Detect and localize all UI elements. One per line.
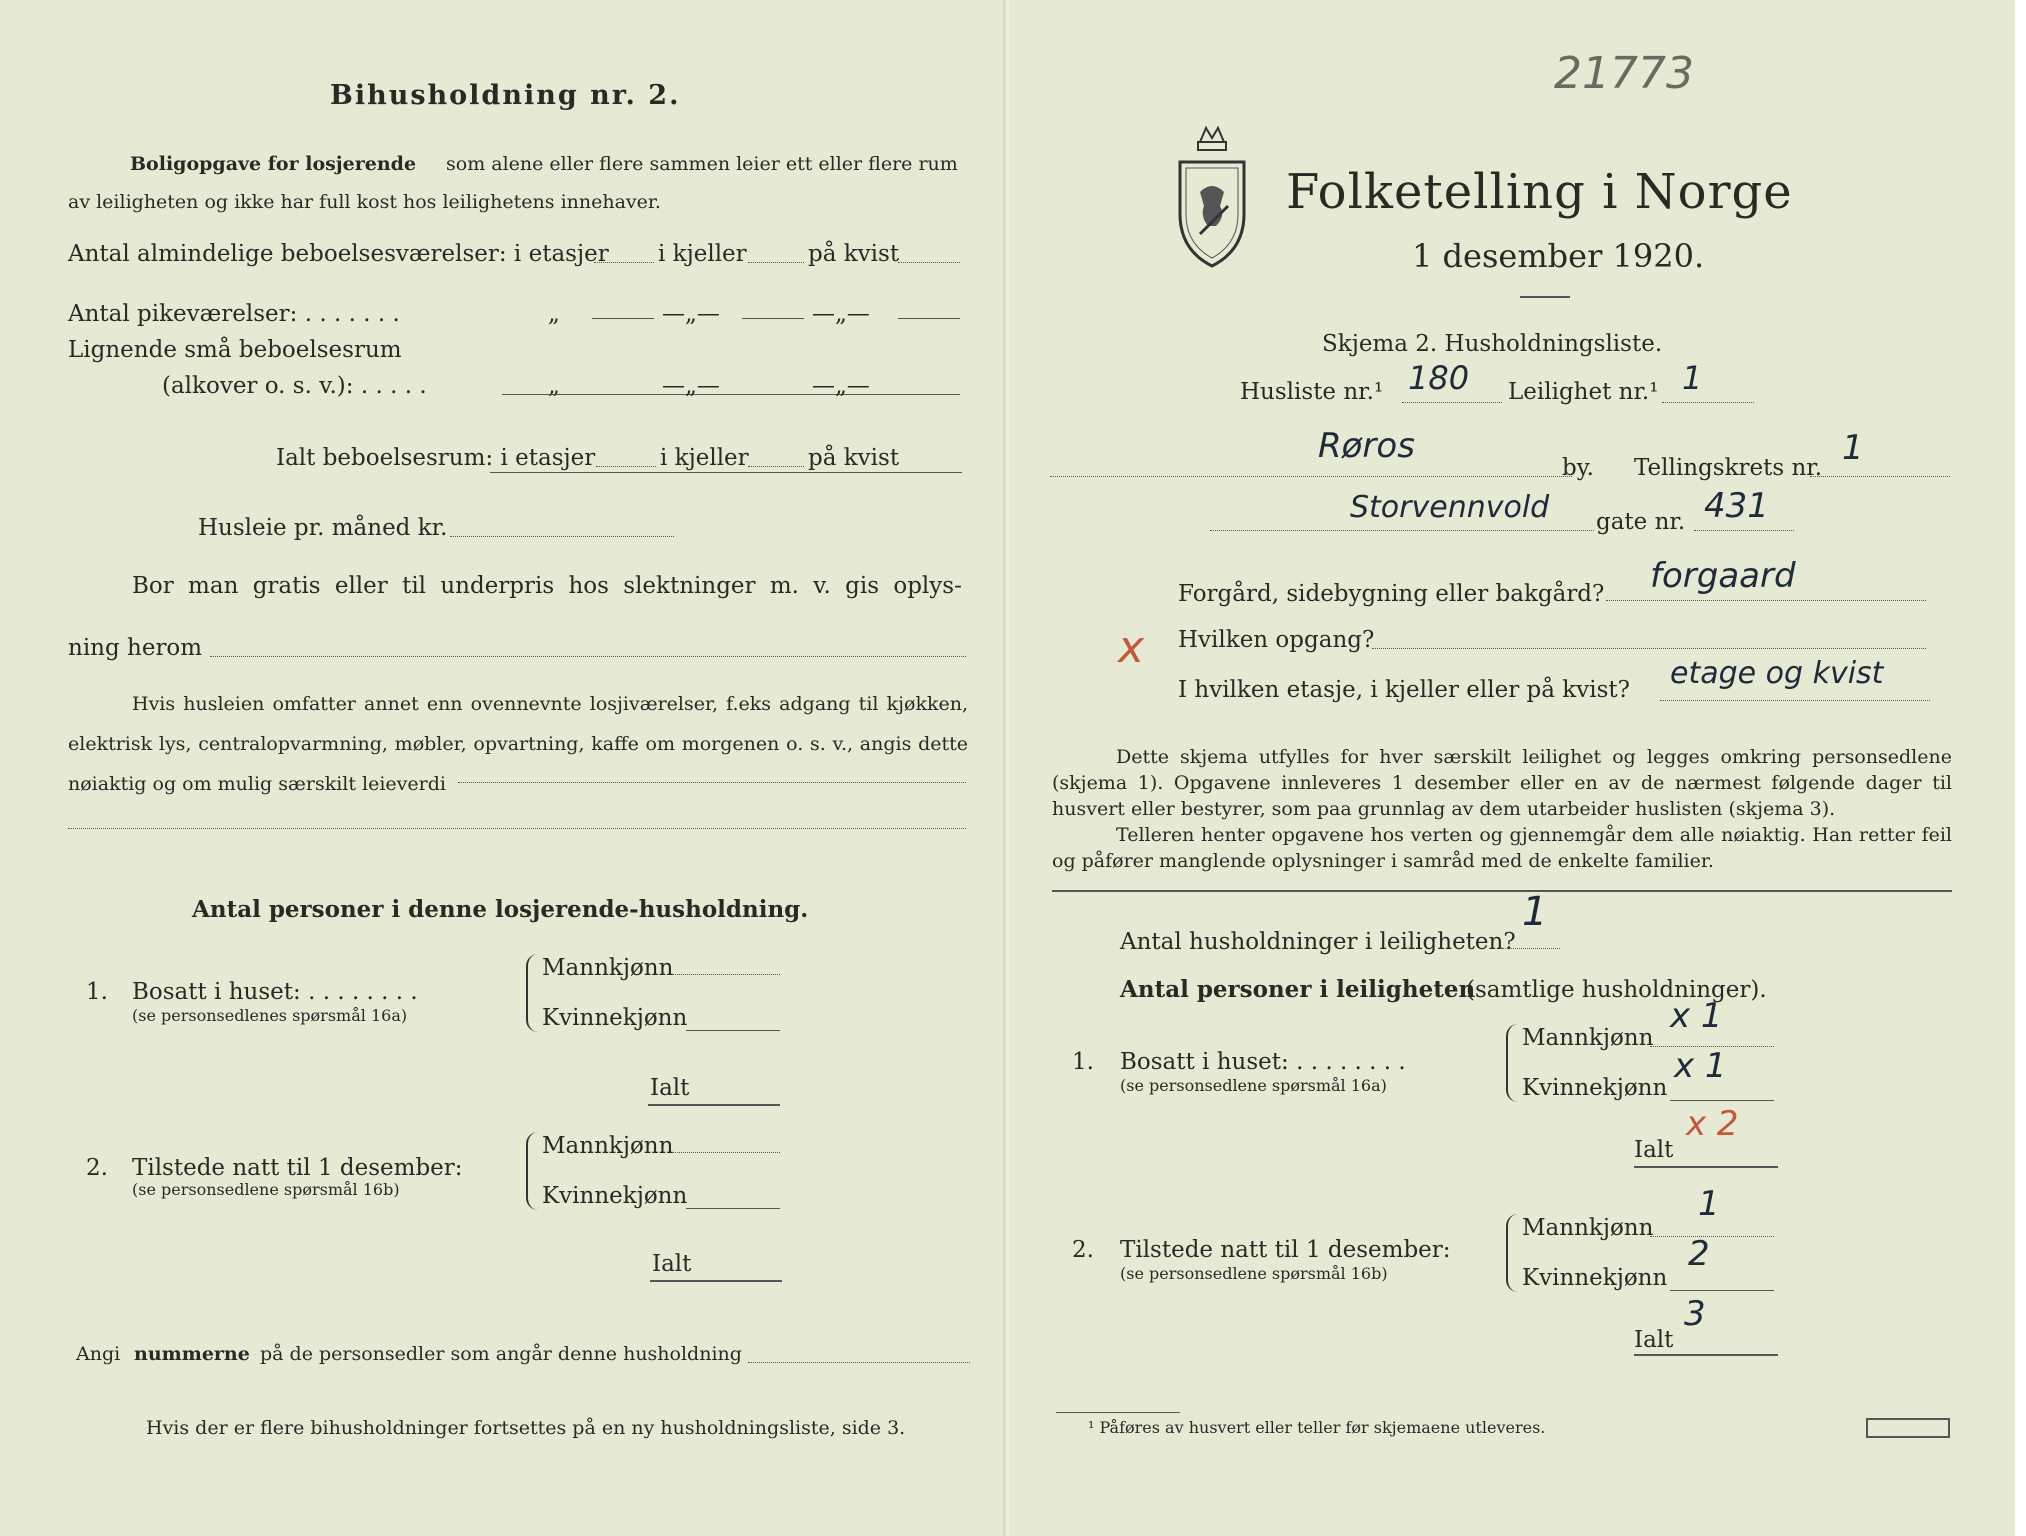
- persons-heading-rest: (samtlige husholdninger).: [1466, 977, 1767, 1003]
- pike-label: Antal pikeværelser: . . . . . . .: [68, 301, 400, 327]
- rooms-label: Antal almindelige beboelsesværelser: i etasjer: [68, 241, 609, 267]
- rq1-label: Bosatt i huset: . . . . . . . .: [1120, 1049, 1406, 1075]
- total-underline: [490, 472, 962, 473]
- title-rule: [1520, 296, 1570, 298]
- left-heading: Bihusholdning nr. 2.: [330, 80, 681, 111]
- intro-rest-1: som alene eller flere sammen leier ett eller flere rum: [446, 153, 958, 175]
- leilighet-label: Leilighet nr.¹: [1508, 379, 1659, 405]
- rq2-num: 2.: [1072, 1237, 1094, 1263]
- intro-rest-2: av leiligheten og ikke har full kost hos leilighetens innehaver.: [68, 191, 661, 213]
- rq2-ialt-line: [1634, 1354, 1778, 1356]
- schema-label: Skjema 2. Husholdningsliste.: [1322, 331, 1663, 357]
- small-ditto: „: [548, 373, 560, 399]
- forgard-line: [1606, 600, 1926, 601]
- pike-line-3: [898, 318, 960, 319]
- printer-stamp: [1866, 1418, 1950, 1438]
- by-value: Røros: [1318, 426, 1415, 466]
- q2-ialt-line: [650, 1280, 782, 1282]
- q2-mann-line: [672, 1152, 780, 1153]
- rent-note-line-2: [68, 828, 966, 829]
- rq1-kvinne-value: x 1: [1674, 1046, 1727, 1086]
- q2-brace: [526, 1132, 538, 1210]
- gate-value: Storvennvold: [1350, 490, 1550, 525]
- rq1-note: (se personsedlene spørsmål 16a): [1120, 1076, 1387, 1095]
- q2-note: (se personsedlene spørsmål 16b): [132, 1180, 400, 1199]
- free-line: [210, 656, 966, 657]
- numbers-bold: nummerne: [134, 1343, 250, 1365]
- rq1-brace: [1506, 1024, 1518, 1102]
- rq2-ialt-value: 3: [1684, 1294, 1706, 1334]
- total-rooms-label: Ialt beboelsesrum: i etasjer: [276, 445, 596, 471]
- rq2-kvinne-value: 2: [1688, 1234, 1710, 1274]
- krets-label: Tellingskrets nr.: [1634, 455, 1823, 481]
- rent-line: [450, 536, 674, 537]
- pike-line-1: [592, 318, 654, 319]
- total-kjeller: i kjeller: [660, 445, 749, 471]
- rooms-kvist-line: [898, 262, 960, 263]
- q2-kvinne-line: [686, 1208, 780, 1209]
- pike-ditto-3: —„—: [812, 301, 870, 327]
- pike-line-2: [742, 318, 804, 319]
- rooms-kjeller: i kjeller: [658, 241, 747, 267]
- small-ditto-3: —„—: [812, 373, 870, 399]
- etasje-line: [1660, 700, 1930, 701]
- archive-number: 21773: [1554, 48, 1694, 99]
- q1-ialt: Ialt: [650, 1075, 690, 1101]
- rent-note-line: [458, 782, 966, 783]
- rq1-num: 1.: [1072, 1049, 1094, 1075]
- rq1-mann-value: x 1: [1670, 996, 1723, 1036]
- right-page: [1010, 0, 2015, 1536]
- q2-ialt: Ialt: [652, 1251, 692, 1277]
- leilighet-value: 1: [1682, 359, 1703, 397]
- rq2-mann-line: [1650, 1236, 1774, 1237]
- rent-label: Husleie pr. måned kr.: [198, 515, 448, 541]
- numbers-post: på de personsedler som angår denne husholdning: [260, 1343, 742, 1365]
- free-text-1: Bor man gratis eller til underpris hos slektninger m. v. gis oplys-: [132, 573, 962, 599]
- q1-brace: [526, 954, 538, 1032]
- intro-bold: Boligopgave for losjerende: [130, 153, 417, 175]
- q1-mann-line: [672, 974, 780, 975]
- gate-label: gate nr.: [1596, 509, 1686, 535]
- q1-num: 1.: [86, 979, 108, 1005]
- by-line: [1050, 476, 1572, 477]
- small-rooms-1: Lignende små beboelsesrum: [68, 337, 402, 363]
- persons-heading: Antal personer i denne losjerende-husholdning.: [192, 896, 809, 923]
- rq2-kvinne: Kvinnekjønn: [1522, 1265, 1668, 1291]
- rq2-mann-value: 1: [1698, 1184, 1720, 1224]
- rent-note: Hvis husleien omfatter annet enn ovennevnte losjiværelser, f.eks adgang til kjøkken, elektrisk lys, centralopvarmning, møbler, opvartning, kaffe om morgenen o. s. v., angis dette nøiaktig og om mulig særskilt leieverdi: [68, 693, 968, 795]
- total-kvist: på kvist: [808, 445, 900, 471]
- rq1-ialt: Ialt: [1634, 1137, 1674, 1163]
- krets-line: [1810, 476, 1950, 477]
- coat-of-arms-icon: [1170, 122, 1254, 272]
- pike-ditto-2: —„—: [662, 301, 720, 327]
- left-footer: Hvis der er flere bihusholdninger fortsettes på en ny husholdningsliste, side 3.: [146, 1417, 906, 1439]
- instructions-2: Telleren henter opgavene hos verten og gjennemgår dem alle nøiaktig. Han retter feil og påfører manglende oplysninger i samråd med de enkelte familier.: [1052, 824, 1952, 872]
- q1-note: (se personsedlenes spørsmål 16a): [132, 1006, 408, 1025]
- q1-kvinne-line: [686, 1030, 780, 1031]
- rq1-kvinne: Kvinnekjønn: [1522, 1075, 1668, 1101]
- gate-nr-line: [1694, 530, 1794, 531]
- husliste-label: Husliste nr.¹: [1240, 379, 1384, 405]
- small-line-1: [502, 394, 960, 395]
- husliste-line: [1402, 402, 1502, 403]
- census-title: Folketelling i Norge: [1286, 164, 1793, 220]
- gate-nr-value: 431: [1704, 486, 1769, 526]
- rq2-mann: Mannkjønn: [1522, 1215, 1654, 1241]
- footnote: ¹ Påføres av husvert eller teller før skjemaene utleveres.: [1088, 1418, 1546, 1437]
- households-value: 1: [1522, 889, 1548, 935]
- rq1-ialt-value: x 2: [1686, 1104, 1739, 1144]
- census-date: 1 desember 1920.: [1412, 237, 1705, 275]
- persons-heading-bold: Antal personer i leiligheten: [1120, 976, 1476, 1003]
- rooms-kjeller-line: [748, 262, 804, 263]
- paper-edge: [2015, 0, 2026, 1536]
- q1-label: Bosatt i huset: . . . . . . . .: [132, 979, 418, 1005]
- leilighet-line: [1662, 402, 1754, 403]
- q1-mann: Mannkjønn: [542, 955, 674, 981]
- q1-ialt-line: [648, 1104, 780, 1106]
- forgard-value: forgaard: [1650, 556, 1796, 596]
- rq1-mann: Mannkjønn: [1522, 1025, 1654, 1051]
- numbers-pre: Angi: [76, 1343, 121, 1365]
- opgang-line: [1372, 648, 1926, 649]
- gate-line: [1210, 530, 1594, 531]
- left-page: [0, 0, 1005, 1536]
- total-kjeller-line: [748, 466, 804, 467]
- q2-num: 2.: [86, 1155, 108, 1181]
- rq2-kvinne-line: [1670, 1290, 1774, 1291]
- rq2-note: (se personsedlene spørsmål 16b): [1120, 1264, 1388, 1283]
- numbers-line: [748, 1362, 970, 1363]
- total-etasje-line: [596, 466, 656, 467]
- households-label: Antal husholdninger i leiligheten?: [1120, 929, 1516, 955]
- rq1-ialt-line: [1634, 1166, 1778, 1168]
- small-ditto-2: —„—: [662, 373, 720, 399]
- instructions-1: Dette skjema utfylles for hver særskilt leilighet og legges omkring personsedlene (skjema 1). Opgavene innleveres 1 desember eller en av de nærmest følgende dager til husvert eller bestyrer, som paa grunnlag av dem utarbeider huslisten (skjema 3).: [1052, 746, 1952, 820]
- pike-ditto: „: [548, 301, 560, 327]
- rooms-kvist: på kvist: [808, 241, 900, 267]
- etasje-label: I hvilken etasje, i kjeller eller på kvist?: [1178, 677, 1630, 703]
- husliste-value: 180: [1408, 359, 1470, 397]
- rq2-label: Tilstede natt til 1 desember:: [1120, 1237, 1451, 1263]
- households-line: [1500, 948, 1560, 949]
- etasje-value: etage og kvist: [1670, 656, 1884, 691]
- rq2-brace: [1506, 1214, 1518, 1292]
- small-rooms-2: (alkover o. s. v.): . . . . .: [162, 373, 427, 399]
- rq1-kvinne-line: [1670, 1100, 1774, 1101]
- free-text-2: ning herom: [68, 635, 203, 661]
- krets-value: 1: [1842, 428, 1864, 468]
- q2-mann: Mannkjønn: [542, 1133, 674, 1159]
- footnote-rule: [1056, 1412, 1180, 1413]
- opgang-label: Hvilken opgang?: [1178, 627, 1375, 653]
- q1-kvinne: Kvinnekjønn: [542, 1005, 688, 1031]
- by-label: by.: [1562, 455, 1594, 481]
- instructions-rule: [1052, 890, 1952, 892]
- forgard-label: Forgård, sidebygning eller bakgård?: [1178, 581, 1605, 607]
- q2-kvinne: Kvinnekjønn: [542, 1183, 688, 1209]
- margin-mark: x: [1118, 622, 1145, 673]
- rq2-ialt: Ialt: [1634, 1327, 1674, 1353]
- q2-label: Tilstede natt til 1 desember:: [132, 1155, 463, 1181]
- rooms-etasje-line: [594, 262, 654, 263]
